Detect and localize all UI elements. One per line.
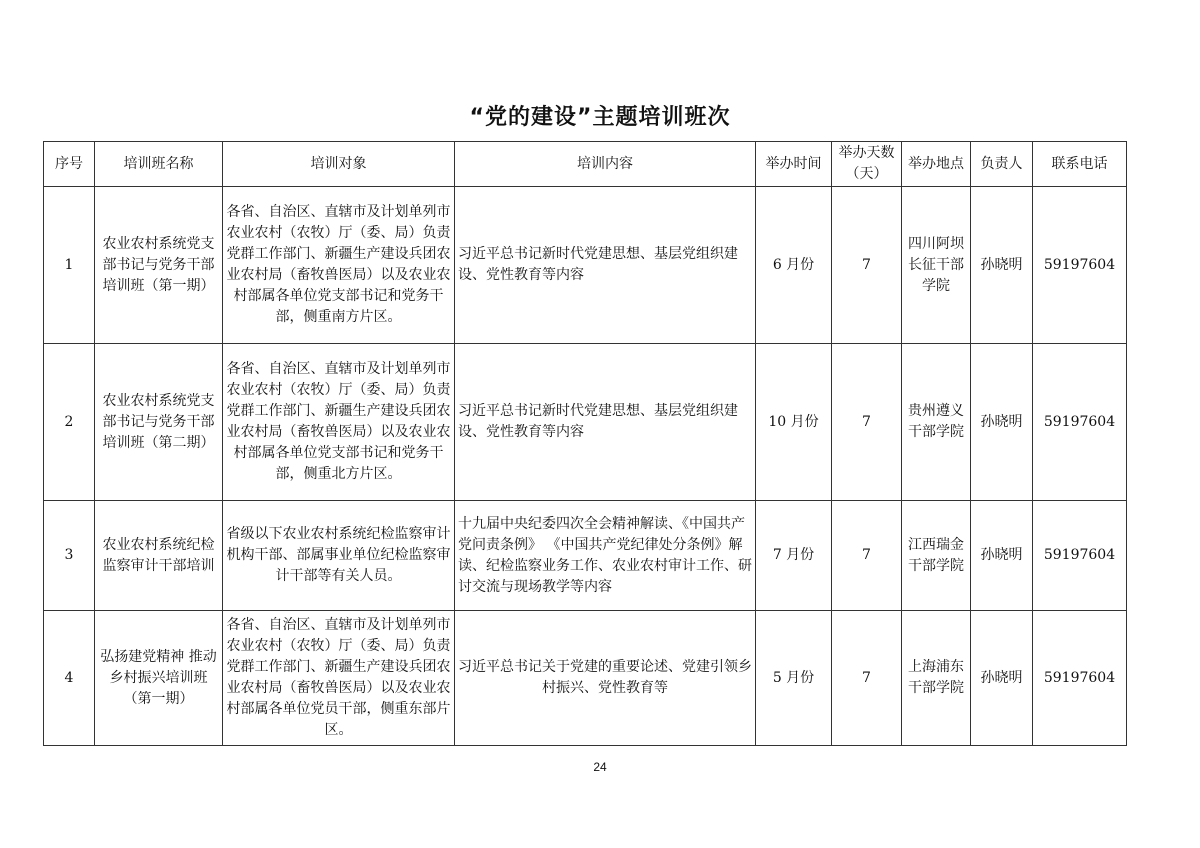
- cell-name: 农业农村系统党支部书记与党务干部培训班（第一期）: [95, 187, 223, 344]
- cell-no: 3: [44, 501, 95, 611]
- table-header-row: [44, 142, 1127, 187]
- cell-target: 各省、自治区、直辖市及计划单列市农业农村（农牧）厅（委、局）负责党群工作部门、新疆生产建设兵团农业农村局（畜牧兽医局）以及农业农村部属各单位党支部书记和党务干部，侧重北方片区。: [223, 344, 455, 501]
- cell-location: 四川阿坝长征干部学院: [902, 187, 971, 344]
- cell-name: 农业农村系统纪检监察审计干部培训: [95, 501, 223, 611]
- cell-time: 7 月份: [756, 501, 832, 611]
- cell-time: 5 月份: [756, 611, 832, 746]
- cell-time: 6 月份: [756, 187, 832, 344]
- header-time: 举办时间: [756, 142, 832, 187]
- header-location: 举办地点: [902, 142, 971, 187]
- cell-target: 各省、自治区、直辖市及计划单列市农业农村（农牧）厅（委、局）负责党群工作部门、新疆生产建设兵团农业农村局（畜牧兽医局）以及农业农村部属各单位党支部书记和党务干部，侧重南方片区。: [223, 187, 455, 344]
- cell-person: 孙晓明: [971, 501, 1033, 611]
- cell-time: 10 月份: [756, 344, 832, 501]
- cell-person: 孙晓明: [971, 187, 1033, 344]
- cell-days: 7: [832, 501, 902, 611]
- header-content: 培训内容: [455, 142, 756, 187]
- cell-location: 上海浦东干部学院: [902, 611, 971, 746]
- page-number: 24: [593, 760, 607, 774]
- cell-days: 7: [832, 344, 902, 501]
- header-phone: 联系电话: [1033, 142, 1127, 187]
- cell-no: 4: [44, 611, 95, 746]
- table-row: [44, 187, 1127, 344]
- header-name: 培训班名称: [95, 142, 223, 187]
- cell-name: 弘扬建党精神 推动乡村振兴培训班（第一期）: [95, 611, 223, 746]
- header-person: 负责人: [971, 142, 1033, 187]
- cell-content: 习近平总书记新时代党建思想、基层党组织建设、党性教育等内容: [455, 187, 756, 344]
- table-row: [44, 611, 1127, 746]
- table-row: [44, 501, 1127, 611]
- cell-content: 习近平总书记新时代党建思想、基层党组织建设、党性教育等内容: [455, 344, 756, 501]
- cell-location: 江西瑞金干部学院: [902, 501, 971, 611]
- cell-target: 各省、自治区、直辖市及计划单列市农业农村（农牧）厅（委、局）负责党群工作部门、新疆生产建设兵团农业农村局（畜牧兽医局）以及农业农村部属各单位党员干部，侧重东部片区。: [223, 611, 455, 746]
- cell-days: 7: [832, 187, 902, 344]
- training-table: [43, 141, 1127, 746]
- cell-phone: 59197604: [1033, 501, 1127, 611]
- cell-no: 1: [44, 187, 95, 344]
- cell-days: 7: [832, 611, 902, 746]
- cell-no: 2: [44, 344, 95, 501]
- header-target: 培训对象: [223, 142, 455, 187]
- header-days: 举办天数（天）: [832, 142, 902, 187]
- cell-name: 农业农村系统党支部书记与党务干部培训班（第二期）: [95, 344, 223, 501]
- page-title: “党的建设”主题培训班次: [469, 105, 731, 130]
- cell-person: 孙晓明: [971, 344, 1033, 501]
- cell-target: 省级以下农业农村系统纪检监察审计机构干部、部属事业单位纪检监察审计干部等有关人员。: [223, 501, 455, 611]
- cell-phone: 59197604: [1033, 611, 1127, 746]
- cell-phone: 59197604: [1033, 344, 1127, 501]
- cell-person: 孙晓明: [971, 611, 1033, 746]
- table-row: [44, 344, 1127, 501]
- cell-location: 贵州遵义干部学院: [902, 344, 971, 501]
- cell-phone: 59197604: [1033, 187, 1127, 344]
- cell-content: 习近平总书记关于党建的重要论述、党建引领乡村振兴、党性教育等: [455, 611, 756, 746]
- cell-content: 十九届中央纪委四次全会精神解读、《中国共产党问责条例》 《中国共产党纪律处分条例》解读、纪检监察业务工作、农业农村审计工作、研讨交流与现场教学等内容: [455, 501, 756, 611]
- header-no: 序号: [44, 142, 95, 187]
